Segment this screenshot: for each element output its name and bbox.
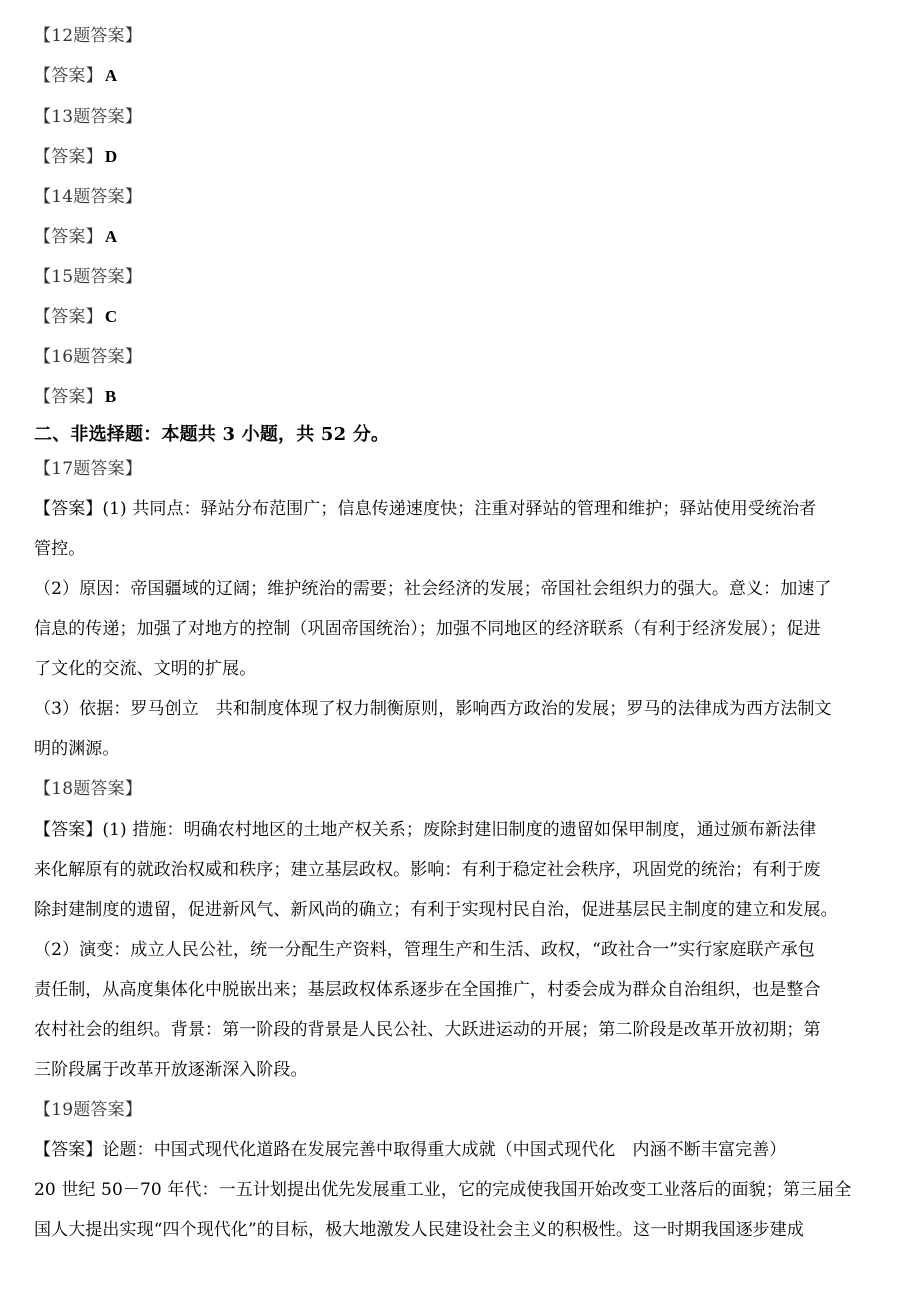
answer-value: A (104, 227, 118, 246)
q18-line: 【答案】(1) 措施：明确农村地区的土地产权关系；废除封建旧制度的遗留如保甲制度，通过颁布新法律 (34, 820, 817, 840)
answer-label: 【答案】 (34, 147, 103, 167)
q18-line: 三阶段属于改革开放逐渐深入阶段。 (34, 1060, 308, 1080)
answer-line-12 (34, 65, 874, 87)
q18-line: 除封建制度的遗留，促进新风气、新风尚的确立；有利于实现村民自治，促进基层民主制度的建立和发展。 (34, 900, 838, 920)
q17-line: 管控。 (34, 539, 86, 559)
answer-header-12: 【12题答案】 (34, 26, 143, 46)
q19-line: 20 世纪 50－70 年代：一五计划提出优先发展重工业，它的完成使我国开始改变工业落后的面貌；第三届全 (34, 1180, 852, 1200)
answer-header-16: 【16题答案】 (34, 347, 143, 367)
answer-header-19: 【19题答案】 (34, 1100, 143, 1120)
answer-header-17: 【17题答案】 (34, 459, 143, 479)
answer-label: 【答案】 (34, 307, 103, 327)
answer-header-15: 【15题答案】 (34, 267, 143, 287)
answer-label: 【答案】 (34, 227, 103, 247)
q17-line: 信息的传递；加强了对地方的控制（巩固帝国统治）；加强不同地区的经济联系（有利于经济发展）；促进 (34, 619, 821, 639)
answer-line-16 (34, 386, 874, 408)
answer-header-14: 【14题答案】 (34, 187, 143, 207)
q18-line: 农村社会的组织。背景：第一阶段的背景是人民公社、大跃进运动的开展；第二阶段是改革开放初期；第 (34, 1020, 821, 1040)
q17-line: （2）原因：帝国疆域的辽阔；维护统治的需要；社会经济的发展；帝国社会组织力的强大。意义：加速了 (34, 579, 832, 599)
section-title: 二、非选择题：本题共 3 小题，共 52 分。 (34, 424, 390, 445)
answer-line-15 (34, 306, 874, 328)
answer-header-13: 【13题答案】 (34, 107, 143, 127)
q19-line: 【答案】论题：中国式现代化道路在发展完善中取得重大成就（中国式现代化 内涵不断丰富完善） (34, 1140, 787, 1160)
q17-line: 【答案】(1) 共同点：驿站分布范围广；信息传递速度快；注重对驿站的管理和维护；驿站使用受统治者 (34, 499, 817, 519)
answer-label: 【答案】 (34, 66, 103, 86)
q18-line: 责任制，从高度集体化中脱嵌出来；基层政权体系逐步在全国推广，村委会成为群众自治组织，也是整合 (34, 980, 821, 1000)
answer-value: D (104, 147, 118, 166)
q19-line: 国人大提出实现“四个现代化”的目标，极大地激发人民建设社会主义的积极性。这一时期我国逐步建成 (34, 1220, 804, 1240)
answer-value: B (104, 387, 117, 406)
answer-label: 【答案】 (34, 387, 103, 407)
answer-value: A (104, 66, 118, 85)
q18-line: （2）演变：成立人民公社，统一分配生产资料，管理生产和生活、政权，“政社合一”实行家庭联产承包 (34, 940, 815, 960)
q17-line: 明的渊源。 (34, 739, 120, 759)
q18-line: 来化解原有的就政治权威和秩序；建立基层政权。影响：有利于稳定社会秩序，巩固党的统治；有利于废 (34, 860, 821, 880)
q17-line: （3）依据：罗马创立 共和制度体现了权力制衡原则，影响西方政治的发展；罗马的法律成为西方法制文 (34, 699, 832, 719)
answer-line-13 (34, 146, 874, 168)
answer-line-14 (34, 226, 874, 248)
q17-line: 了文化的交流、文明的扩展。 (34, 659, 257, 679)
answer-value: C (104, 307, 118, 326)
answer-header-18: 【18题答案】 (34, 779, 143, 799)
